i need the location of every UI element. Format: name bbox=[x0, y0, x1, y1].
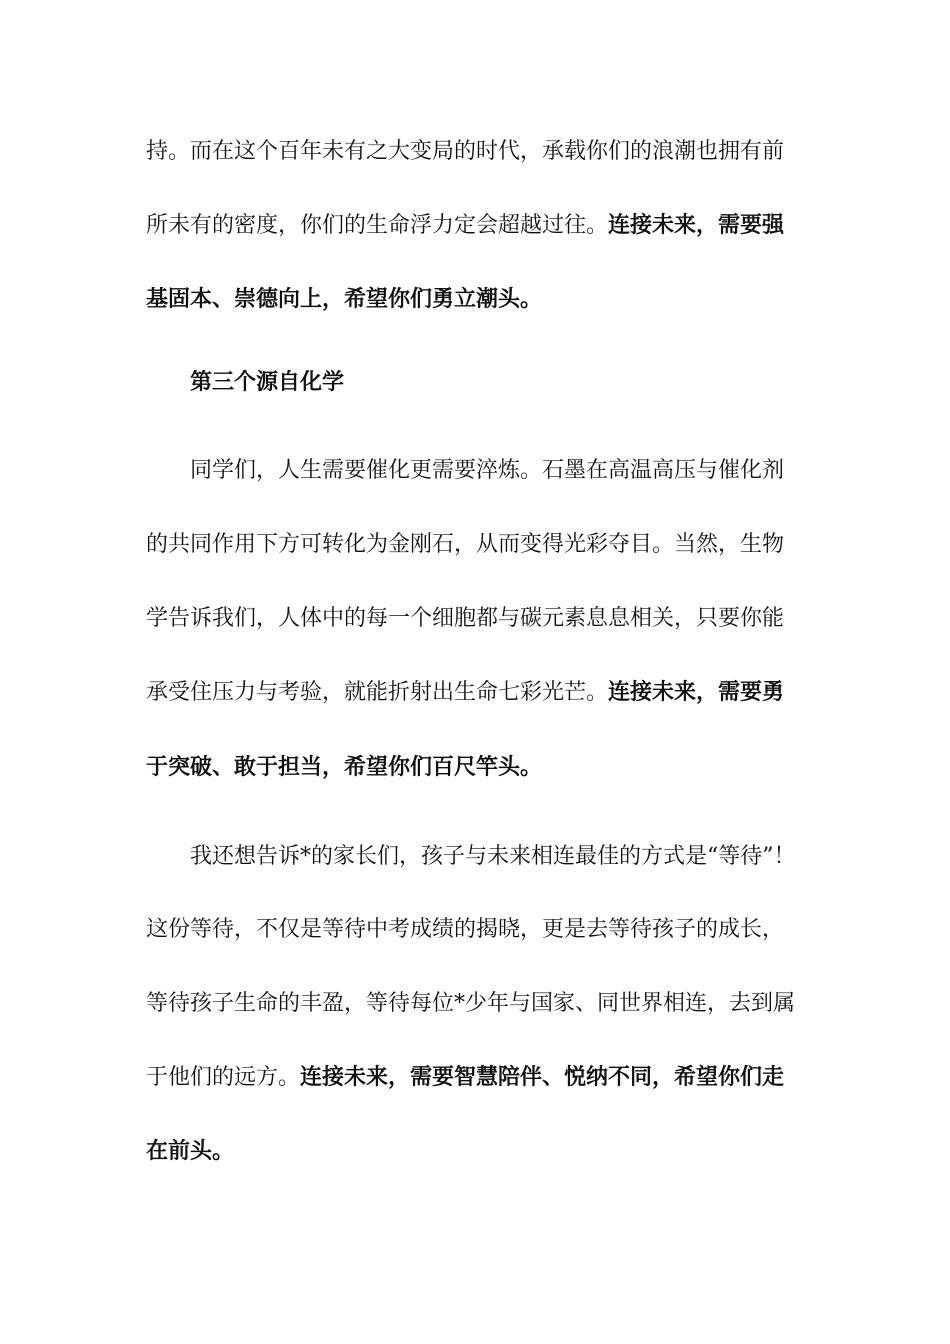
line-text: 所未有的密度，你们的生命浮力定会超越过往。 bbox=[146, 213, 609, 238]
line-text: 这份等待，不仅是等待中考成绩的揭晓，更是去等待孩子的成长， bbox=[146, 917, 785, 942]
line-text: 于他们的远方。 bbox=[146, 1065, 301, 1090]
paragraph-line-5 bbox=[146, 530, 826, 560]
paragraph-line-3 bbox=[146, 285, 826, 315]
section-heading-text: 第三个源自化学 bbox=[190, 370, 345, 395]
paragraph-line-1 bbox=[146, 137, 826, 167]
paragraph-line-9 bbox=[190, 842, 870, 872]
paragraph-line-4 bbox=[190, 456, 870, 486]
paragraph-line-8 bbox=[146, 753, 826, 783]
line-bold-text: 基固本、崇德向上，希望你们勇立潮头。 bbox=[146, 287, 543, 312]
section-heading bbox=[190, 368, 870, 398]
paragraph-line-10 bbox=[146, 915, 826, 945]
line-text: 承受住压力与考验，就能折射出生命七彩光芒。 bbox=[146, 680, 609, 705]
paragraph-line-7 bbox=[146, 678, 826, 708]
paragraph-line-2 bbox=[146, 211, 826, 241]
paragraph-line-13 bbox=[146, 1137, 826, 1167]
line-text: 等待孩子生命的丰盈，等待每位*少年与国家、同世界相连，去到属 bbox=[146, 991, 796, 1016]
line-text: 的共同作用下方可转化为金刚石，从而变得光彩夺目。当然，生物 bbox=[146, 532, 785, 557]
paragraph-line-12 bbox=[146, 1063, 826, 1093]
line-bold-text: 在前头。 bbox=[146, 1139, 235, 1164]
line-text: 我还想告诉*的家长们，孩子与未来相连最佳的方式是“等待”！ bbox=[190, 844, 796, 869]
paragraph-line-6 bbox=[146, 604, 826, 634]
line-bold-text: 连接未来，需要勇 bbox=[608, 680, 785, 705]
line-text: 同学们，人生需要催化更需要淬炼。石墨在高温高压与催化剂 bbox=[190, 458, 785, 483]
line-text: 学告诉我们，人体中的每一个细胞都与碳元素息息相关，只要你能 bbox=[146, 606, 785, 631]
line-text: 持。而在这个百年未有之大变局的时代，承载你们的浪潮也拥有前 bbox=[146, 139, 785, 164]
paragraph-line-11 bbox=[146, 989, 826, 1019]
line-bold-text: 连接未来，需要强 bbox=[608, 213, 785, 238]
line-bold-text: 连接未来，需要智慧陪伴、悦纳不同，希望你们走 bbox=[300, 1065, 785, 1090]
line-bold-text: 于突破、敢于担当，希望你们百尺竿头。 bbox=[146, 755, 543, 780]
